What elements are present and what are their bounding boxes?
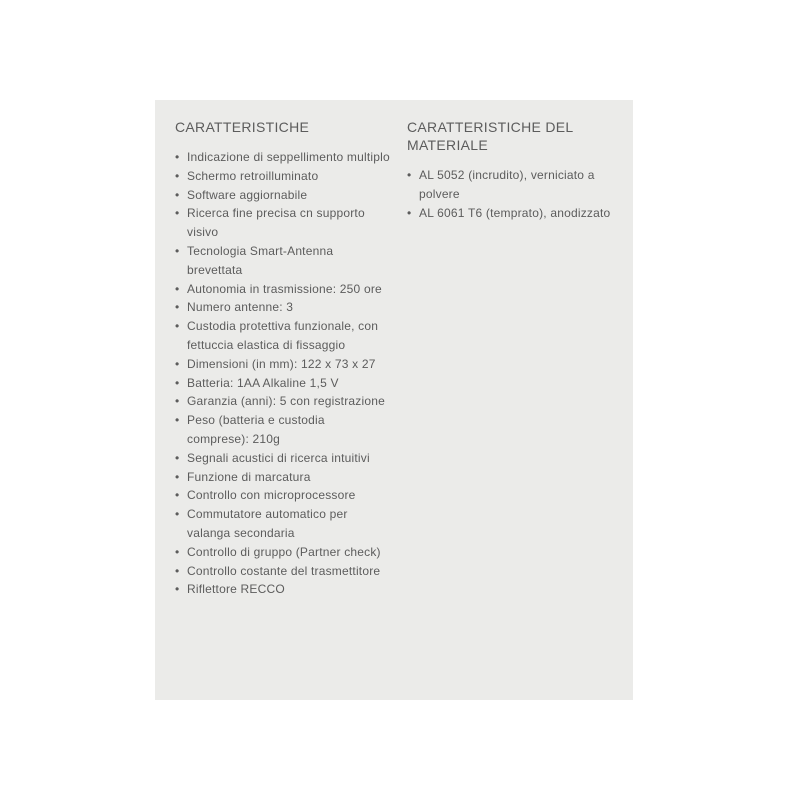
bullet-icon: •: [175, 563, 180, 578]
list-item: • Segnali acustici di ricerca intuitivi: [175, 449, 390, 468]
bullet-icon: •: [175, 300, 180, 315]
list-item: • Riflettore RECCO: [175, 580, 390, 599]
materials-list: [407, 166, 617, 222]
bullet-icon: •: [175, 544, 180, 559]
bullet-icon: •: [407, 205, 412, 220]
list-item: • Batteria: 1AA Alkaline 1,5 V: [175, 374, 390, 393]
list-item: • AL 5052 (incrudito), verniciato a polvere: [407, 168, 595, 201]
spec-panel: [155, 100, 633, 700]
list-item: • Funzione di marcatura: [175, 468, 390, 487]
list-item: • Garanzia (anni): 5 con registrazione: [175, 392, 390, 411]
bullet-icon: •: [175, 206, 180, 221]
features-column: [175, 118, 390, 599]
list-item: • Indicazione di seppellimento multiplo: [175, 148, 390, 167]
bullet-icon: •: [175, 168, 180, 183]
bullet-icon: •: [175, 507, 180, 522]
bullet-icon: •: [175, 187, 180, 202]
materials-heading: CARATTERISTICHE DEL MATERIALE: [407, 119, 573, 153]
bullet-icon: •: [175, 488, 180, 503]
list-item: • Tecnologia Smart-Antenna brevettata: [175, 243, 334, 277]
bullet-icon: •: [175, 450, 180, 465]
list-item: • Controllo costante del trasmettitore: [175, 562, 390, 581]
list-item: • Peso (batteria e custodia comprese): 210g: [175, 413, 325, 446]
bullet-icon: •: [175, 375, 180, 390]
bullet-icon: •: [175, 281, 180, 296]
bullet-icon: •: [175, 394, 180, 409]
list-item: • Controllo con microprocessore: [175, 486, 390, 505]
list-item: • Custodia protettiva funzionale, con fettuccia elastica di fissaggio: [175, 319, 379, 352]
bullet-icon: •: [175, 356, 180, 371]
list-item: • Dimensioni (in mm): 122 x 73 x 27: [175, 355, 390, 374]
list-item: • Numero antenne: 3: [175, 298, 390, 317]
list-item: • Schermo retroilluminato: [175, 167, 390, 186]
bullet-icon: •: [175, 150, 180, 164]
features-list: [175, 148, 390, 599]
materials-column: [407, 118, 617, 222]
bullet-icon: •: [175, 413, 180, 428]
bullet-icon: •: [175, 469, 180, 484]
list-item: • Commutatore automatico per valanga secondaria: [175, 507, 348, 540]
bullet-icon: •: [175, 582, 180, 597]
bullet-icon: •: [175, 319, 180, 334]
list-item: • Controllo di gruppo (Partner check): [175, 543, 390, 562]
features-heading: CARATTERISTICHE: [175, 119, 310, 135]
list-item: • AL 6061 T6 (temprato), anodizzato: [407, 204, 617, 223]
bullet-icon: •: [175, 243, 180, 258]
list-item: • Autonomia in trasmissione: 250 ore: [175, 280, 390, 299]
bullet-icon: •: [407, 168, 412, 182]
list-item: • Ricerca fine precisa cn supporto visivo: [175, 206, 365, 240]
list-item: • Software aggiornabile: [175, 186, 390, 205]
